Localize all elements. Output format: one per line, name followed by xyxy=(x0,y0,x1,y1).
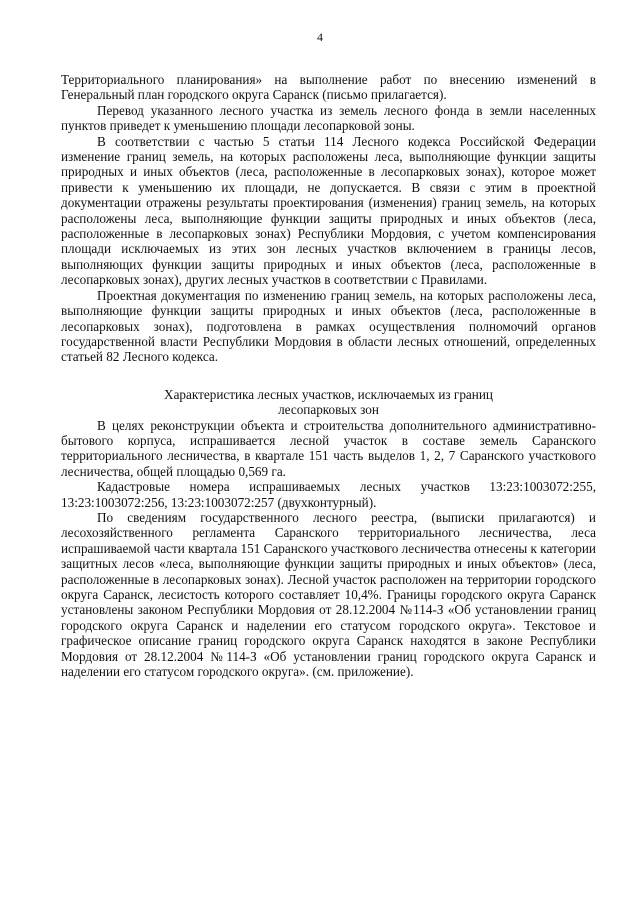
paragraph-reconstruction: В целях реконструкции объекта и строительства дополнительного административно-бытового корпуса, испрашивается лесной участок в составе земель Саранского территориального лесничества, в квартале 151 часть выделов 1, 2, 7 Саранского участкового лесничества, общей площадью 0,569 га. xyxy=(61,417,596,479)
paragraph-continuation: Территориального планирования» на выполнение работ по внесению изменений в Генеральный план городского округа Саранск (письмо прилагается). xyxy=(61,72,596,103)
paragraph-forest-transfer: Перевод указанного лесного участка из земель лесного фонда в земли населенных пунктов приведет к уменьшению площади лесопарковой зоны. xyxy=(61,102,596,134)
section-heading xyxy=(61,387,596,418)
section-heading-line2: лесопарковых зон xyxy=(278,402,379,418)
paragraph-forest-registry: По сведениям государственного лесного реестра, (выписки прилагаются) и лесохозяйственного регламента Саранского территориального лесничества, леса испрашиваемой части квартала 151 Саранского участкового лесничества отнесены к категории защитных лесов «леса, выполняющие функции защиты природных и иных объектов» (леса, расположенные в лесопарковых зонах). Лесной участок расположен на территории городского округа Саранск, лесистость которого составляет 10,4%. Границы городского округа Саранск установлены законом Республики Мордовия от 28.12.2004 №114-З «Об установлении границ городского округа Саранск и наделении его статусом городского округа». Текстовое и графическое описание границ городского округа Саранск находятся в законе Республики Мордовия от 28.12.2004 №114-З «Об установлении границ городского округа Саранск и наделении его статусом городского округа». (см. приложение). xyxy=(61,509,596,680)
document-body xyxy=(61,72,596,679)
paragraph-forest-code: В соответствии с частью 5 статьи 114 Лесного кодекса Российской Федерации изменение границ земель, на которых расположены леса, выполняющие функции защиты природных и иных объектов (леса, расположенные в лесопарковых зонах), которое может привести к уменьшению их площади, не допускается. В связи с этим в проектной документации отражены результаты проектирования (изменения) границ земель, на которых расположены леса, выполняющие функции защиты природных и иных объектов (леса, расположенные в лесопарковых зонах) Республики Мордовия, с учетом компенсирования площади исключаемых из этих зон лесных участков включением в границы лесов, выполняющих функции защиты природных и иных объектов (леса, расположенные в лесопарковых зонах), других лесных участков в соответствии с Правилами. xyxy=(61,133,596,288)
paragraph-cadastral-numbers: Кадастровые номера испрашиваемых лесных участков 13:23:1003072:255, 13:23:1003072:256, 13:23:1003072:257 (двухконтурный). xyxy=(61,479,596,510)
page-number: 4 xyxy=(317,30,323,44)
section-heading-line1: Характеристика лесных участков, исключаемых из границ xyxy=(164,386,493,402)
paragraph-project-documentation: Проектная документация по изменению границ земель, на которых расположены леса, выполняющие функции защиты природных и иных объектов (леса, расположенные в лесопарковых зонах), подготовлена в рамках осуществления полномочий органов государственной власти Республики Мордовия в области лесных отношений, определенных статьей 82 Лесного кодекса. xyxy=(61,287,596,365)
